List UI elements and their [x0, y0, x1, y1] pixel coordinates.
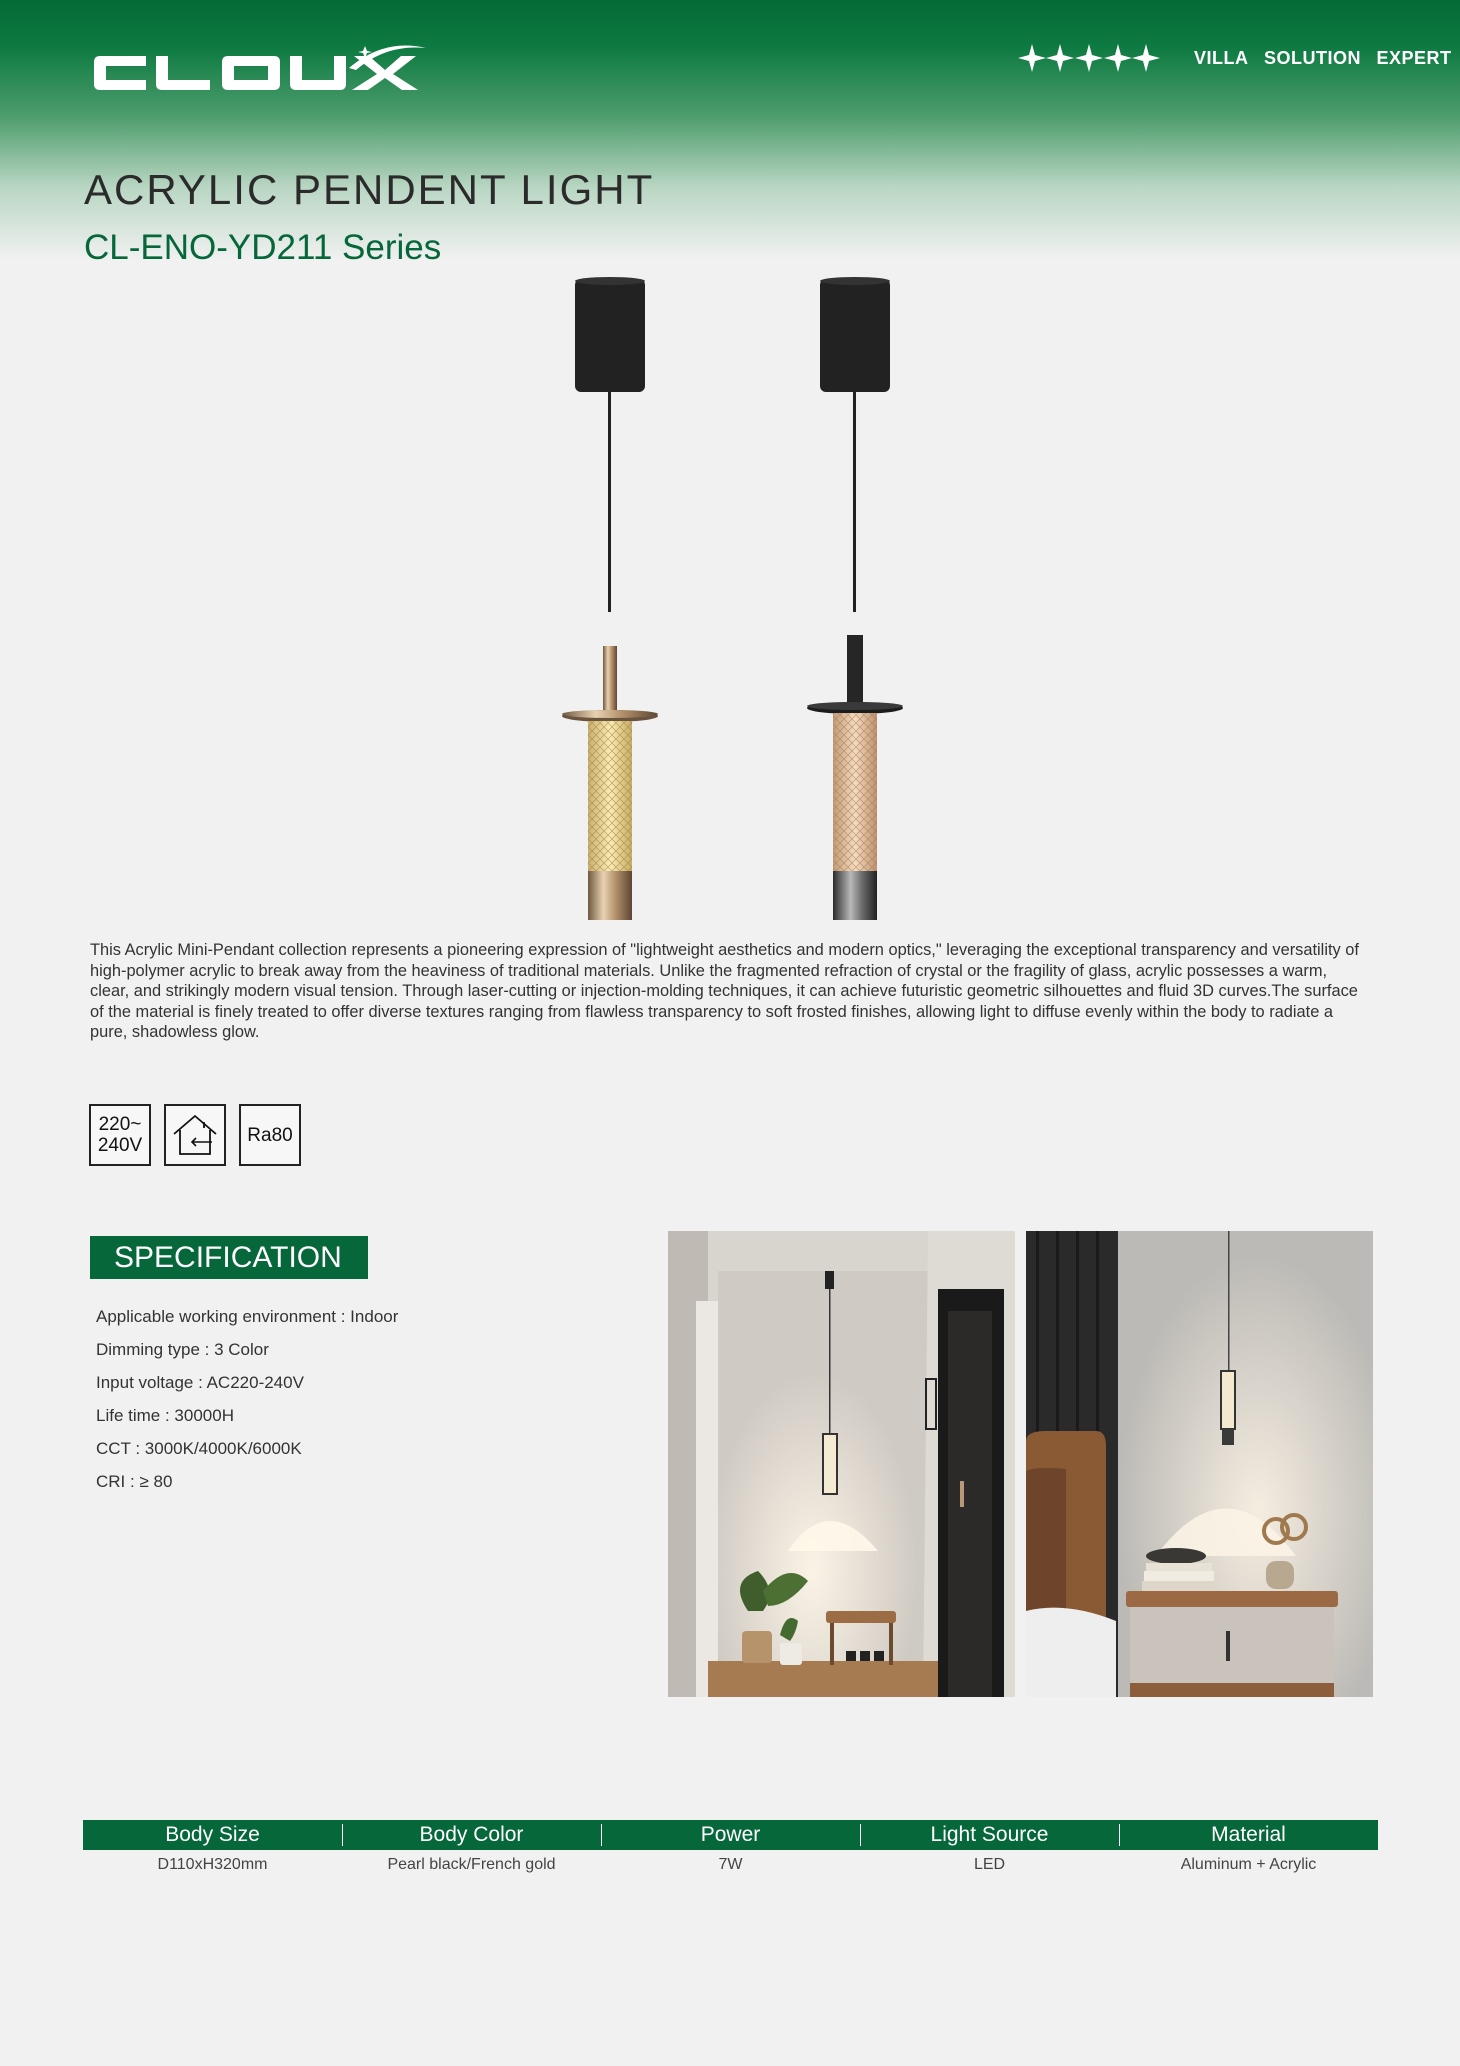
product-description: This Acrylic Mini-Pendant collection represents a pioneering expression of "lightweight aesthetics and modern optics," leveraging the exceptional transparency and versatility of high-polymer acrylic to break away from the heaviness of traditional materials. Unlike the fragmented refraction of crystal or the fragility of glass, acrylic possesses a warm, clear, and strikingly modern visual tension. Through laser-cutting or injection-molding techniques, it can achieve futuristic geometric silhouettes and fluid 3D curves.The surface of the material is finely treated to offer diverse textures ranging from flawless transparency to soft frosted finishes, allowing light to diffuse evenly within the body to radiate a pure, shadowless glow.	[90, 941, 1359, 1041]
table-cell: Pearl black/French gold	[387, 1856, 556, 1873]
cri-badge-label: Ra80	[247, 1124, 293, 1146]
tagline-word: SOLUTION	[1264, 48, 1362, 68]
hallway-scene-photo	[668, 1231, 1015, 1697]
voltage-badge-line1: 220~	[98, 1114, 142, 1135]
spec-table-header	[83, 1820, 1378, 1850]
table-cell: 7W	[718, 1856, 743, 1873]
black-pendant	[807, 277, 903, 920]
table-header-cell: Body Color	[342, 1820, 601, 1850]
spec-item: Dimming type : 3 Color	[96, 1340, 269, 1359]
cloux-logo	[84, 40, 436, 104]
gold-pendant	[562, 277, 658, 920]
voltage-badge-line2: 240V	[97, 1135, 143, 1156]
spec-item: Life time : 30000H	[96, 1406, 234, 1425]
page-title: ACRYLIC PENDENT LIGHT	[84, 166, 655, 213]
series-name: CL-ENO-YD211 Series	[84, 228, 442, 267]
spec-item: Applicable working environment : Indoor	[96, 1307, 399, 1326]
spec-item: Input voltage : AC220-240V	[96, 1373, 304, 1392]
pendant-light-product-image	[540, 275, 940, 925]
tagline-word: VILLA	[1194, 48, 1249, 68]
tagline	[1194, 48, 1452, 69]
cri-badge	[239, 1104, 301, 1166]
spec-table-row	[83, 1856, 1378, 1874]
specification-heading: SPECIFICATION	[90, 1236, 368, 1279]
indoor-house-icon	[164, 1104, 226, 1166]
five-star-rating-icon	[1018, 40, 1160, 76]
table-header-cell: Light Source	[860, 1820, 1119, 1850]
spec-item: CRI : ≥ 80	[96, 1472, 173, 1491]
table-header-cell: Power	[601, 1820, 860, 1850]
specification-list	[96, 1300, 398, 1498]
bedroom-scene-photo	[1026, 1231, 1373, 1697]
table-header-cell: Material	[1119, 1820, 1378, 1850]
table-cell: Aluminum + Acrylic	[1180, 1856, 1317, 1873]
spec-item: CCT : 3000K/4000K/6000K	[96, 1439, 302, 1458]
table-header-cell: Body Size	[165, 1823, 260, 1846]
table-cell: D110xH320mm	[157, 1856, 268, 1873]
tagline-word: EXPERT	[1376, 48, 1452, 68]
table-cell: LED	[973, 1856, 1006, 1873]
header-band	[0, 0, 1460, 260]
voltage-badge	[89, 1104, 151, 1166]
